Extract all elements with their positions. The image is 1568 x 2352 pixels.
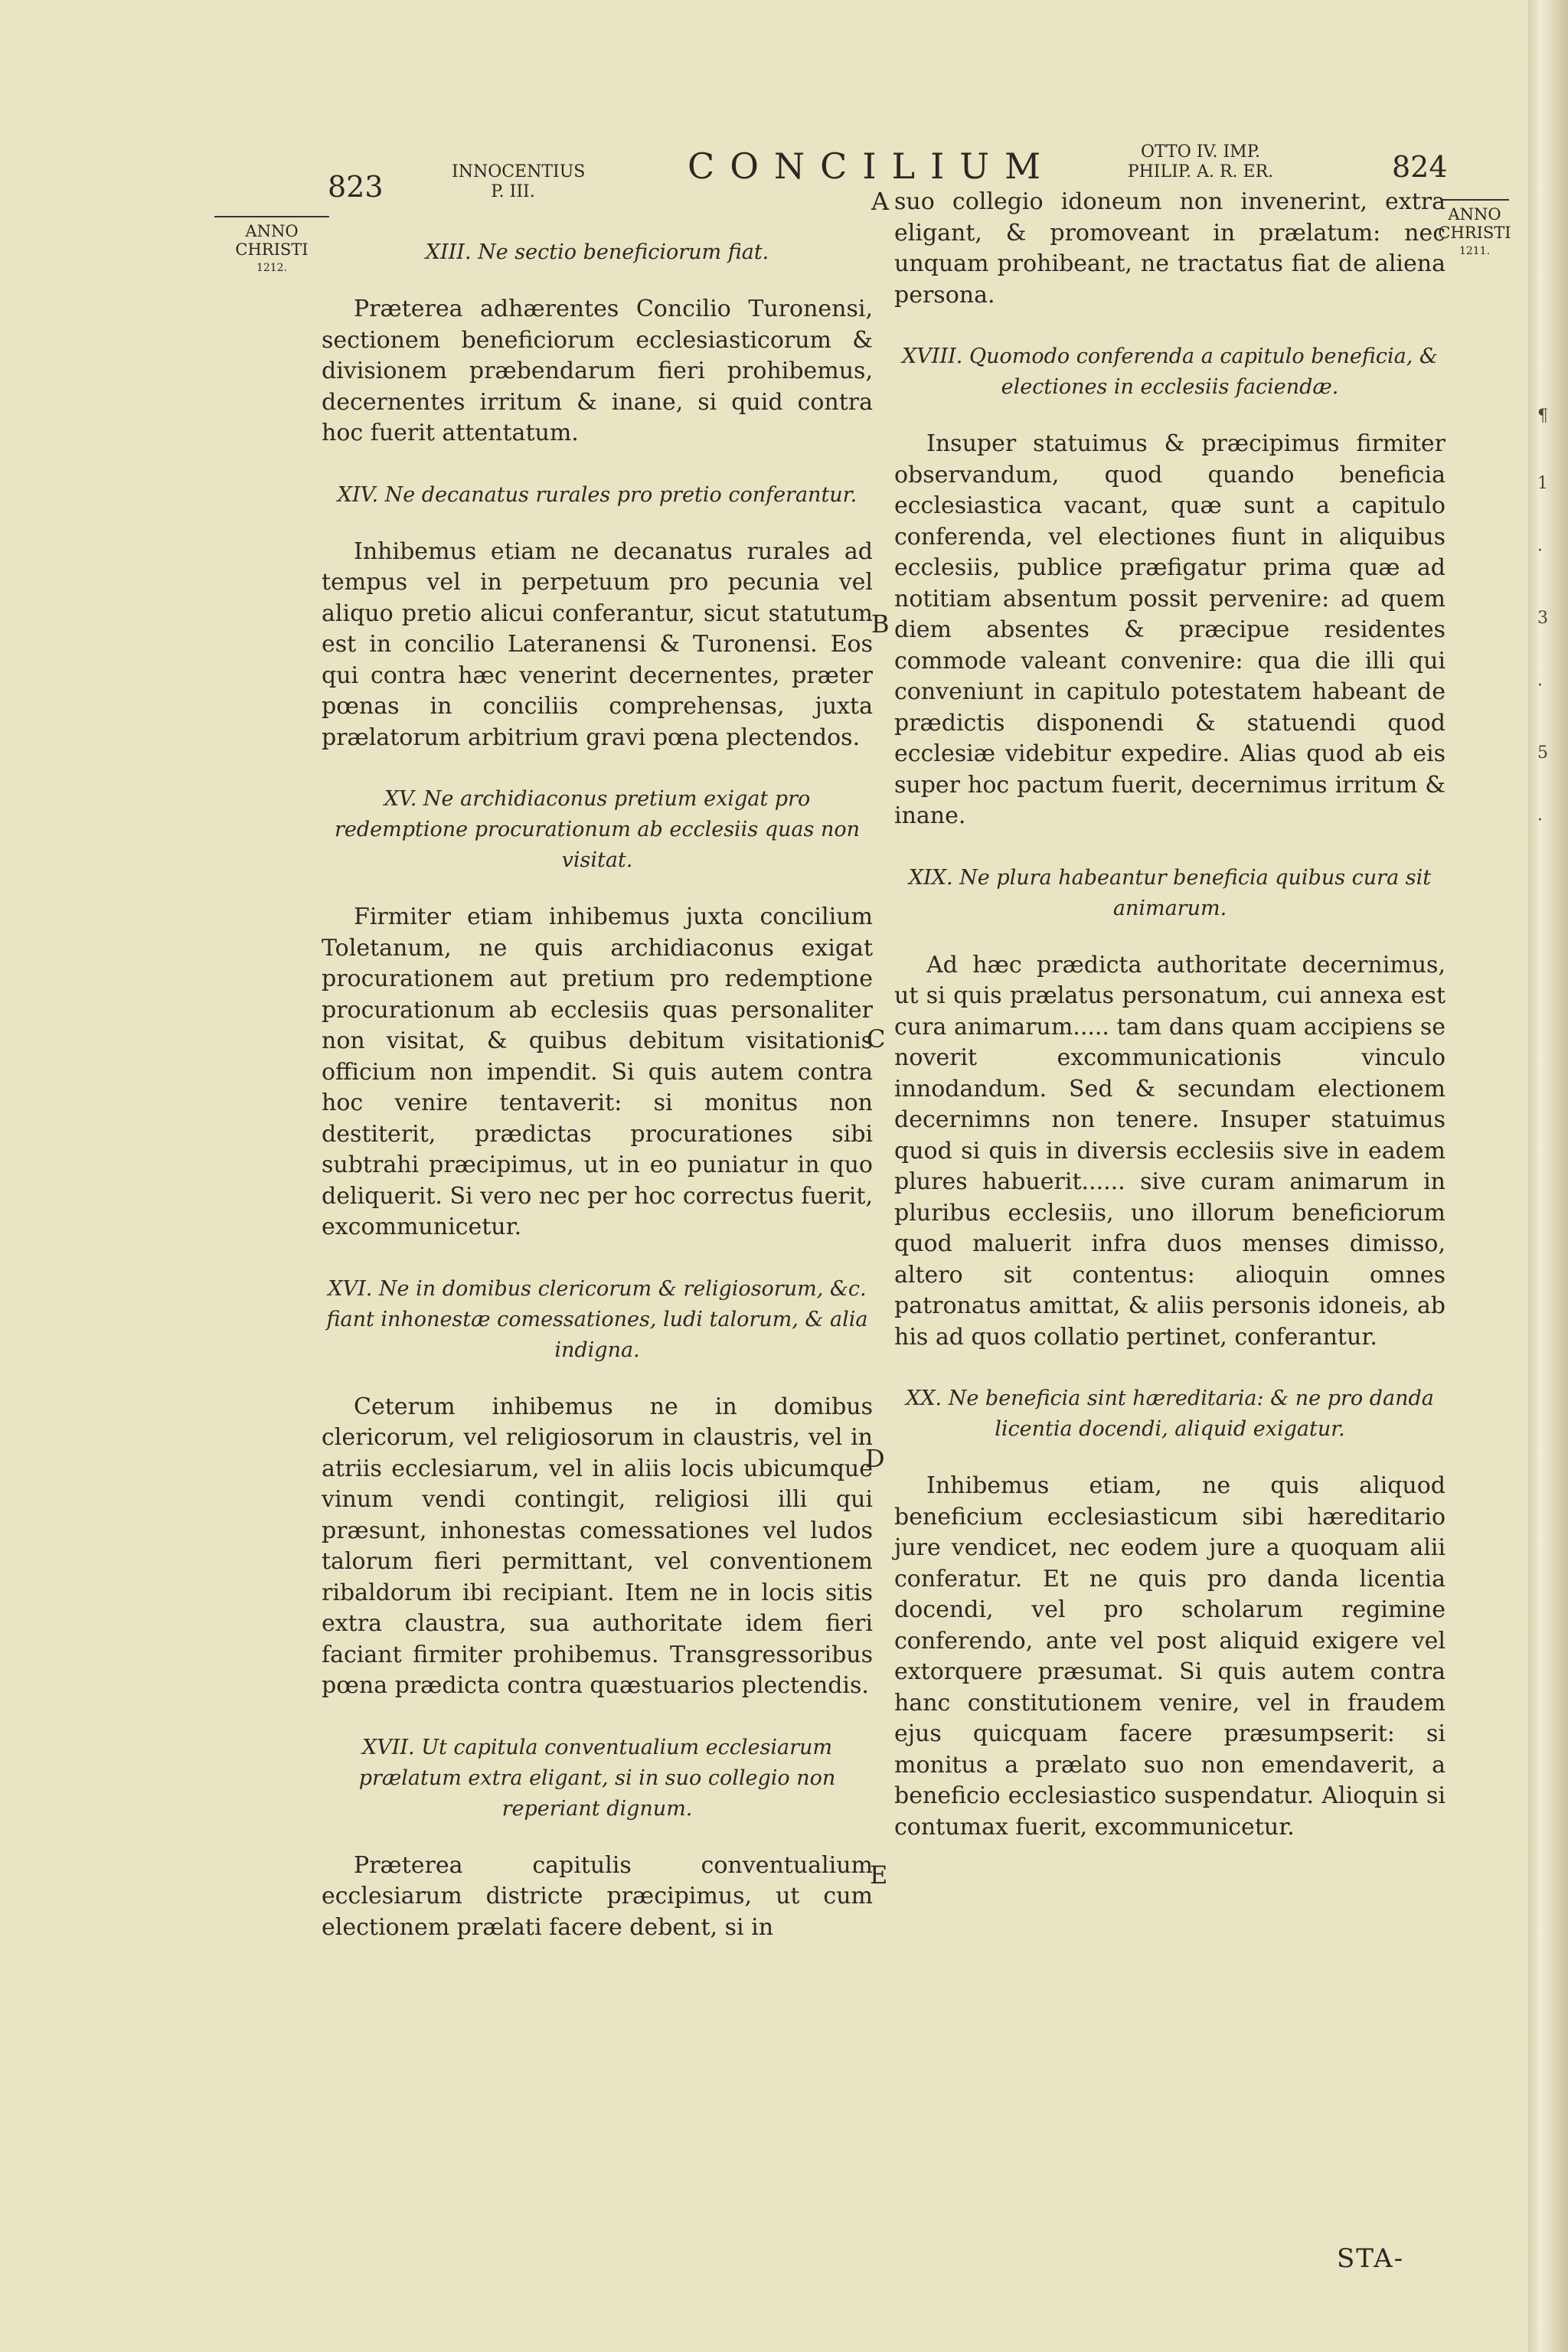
chapter-18-heading: XVIII. Quomodo conferenda a capitulo beneficia, & electiones in ecclesiis faciendæ. [902, 345, 1438, 399]
chapter-20-text: Inhibemus etiam, ne quis aliquod beneficium ecclesiasticum sibi hæreditario jure vendicet, nec eodem jure a quoquam alii conferatur. Et ne quis pro danda licentia docendi, vel pro scholarum regimine conferendo, ante vel post aliquid exigere vel extorquere præsumat. Si quis autem contra hanc constitutionem venire, vel in fraudem ejus quicquam facere præsumpserit: si monitus a prælato suo non emendaverit, a beneficio ecclesiastico suspendatur. Alioquin si contumax fuerit, excommunicetur. [894, 1472, 1446, 1841]
chapter-14-heading: XIV. Ne decanatus rurales pro pretio conferantur. [337, 482, 858, 507]
anno-year: 1212. [256, 262, 288, 274]
chapter-19-text: Ad hæc prædicta authoritate decernimus, ut si quis prælatus personatum, cui annexa est cura animarum..... tam dans quam accipiens se noverit excommunicationis vinculo innodandum. Sed & secundam electionem decernimns non tenere. Insuper statuimus quod si quis in diversis ecclesiis sive in eadem plures habuerit...... sive curam animarum in pluribus ecclesiis, uno illorum beneficiorum quod maluerit infra duos menses dimisso, altero sit contentus: alioquin omnes patronatus amittat, & aliis personis idoneis, ab his ad quos collatio pertinet, conferantur. [894, 951, 1446, 1351]
anno-label: ANNO [1448, 205, 1501, 224]
chapter-17-text-continued: suo collegio idoneum non invenerint, extra eligant, & promoveant in prælatum: nec unquam prohibeant, ne tractatus fiat de aliena persona. [894, 188, 1446, 309]
section-marker-a: A [871, 187, 890, 216]
chapter-18-text: Insuper statuimus & præcipimus firmiter observandum, quod quando beneficia ecclesiastica vacant, quæ sunt a capitulo conferenda, vel electiones fiunt in aliquibus ecclesiis, publice præfigatur prima quæ ad notitiam absentum possit pervenire: ad quem diem absentes & præcipue residentes commode valeant convenire: qua die illi qui conveniunt in capitulo potestatem habeant de prædictis disponendi & statuendi quod ecclesiæ videbitur expedire. Alias quod ab eis super hoc pactum fuerit, decernimus irritum & inane. [894, 430, 1446, 829]
chapter-15-heading: XV. Ne archidiaconus pretium exigat pro redemptione procurationum ab ecclesiis quas non visitat. [335, 787, 860, 872]
chapter-16-text: Ceterum inhibemus ne in domibus clericorum, vel religiosorum in claustris, vel in atriis ecclesiarum, vel in aliis locis ubicumque vinum vendi contingit, religiosi illi qui præsunt, inhonestas comessationes vel ludos talorum fieri permittant, vel conventionem ribaldorum ibi recipiant. Item ne in locis sitis extra claustra, sua authoritate idem fieri faciant firmiter prohibemus. Transgressoribus pœna prædicta contra quæstuarios plectendis. [322, 1393, 873, 1699]
chapter-19-heading: XIX. Ne plura habeantur beneficia quibus cura sit animarum. [908, 865, 1432, 920]
right-running-head-line1: OTTO IV. IMP. [1140, 142, 1261, 162]
chapter-13-heading: XIII. Ne sectio beneficiorum fiat. [425, 240, 769, 264]
left-running-head [452, 162, 586, 202]
section-marker-c: C [867, 1024, 886, 1054]
chapter-14-text: Inhibemus etiam ne decanatus rurales ad tempus vel in perpetuum pro pecunia vel aliquo pretio alicui conferantur, sicut statutum est in concilio Lateranensi & Turonensi. Eos qui contra hæc venerint decernentes, præter pœnas in conciliis comprehensas, juxta prælatorum arbitrium gravi pœna plectendos. [322, 537, 873, 751]
anno-rule [214, 216, 329, 217]
chapter-16-heading: XVI. Ne in domibus clericorum & religiosorum, &c. fiant inhonestæ comessationes, ludi talorum, & alia indigna. [326, 1276, 868, 1362]
chapter-20-heading: XX. Ne beneficia sint hæreditaria: & ne pro danda licentia docendi, aliquid exigatur. [906, 1387, 1434, 1441]
right-page-number: 824 [1392, 150, 1448, 184]
adjacent-page-marks: ¶ 1 · 3 · 5 · [1537, 407, 1548, 830]
chapter-17-text: Præterea capitulis conventualium ecclesiarum districte præcipimus, ut cum electionem prælati facere debent, si in [322, 1851, 873, 1941]
anno-label: ANNO [245, 222, 299, 240]
page-title: CONCILIUM [688, 145, 1057, 187]
christi-label: CHRISTI [1438, 224, 1511, 242]
right-anno-christi [1436, 199, 1513, 260]
right-running-head-line2: PHILIP. A. R. ER. [1127, 162, 1274, 181]
anno-year: 1211. [1459, 245, 1491, 257]
right-column [894, 187, 1446, 1873]
chapter-15-text: Firmiter etiam inhibemus juxta concilium Toletanum, ne quis archidiaconus exigat procurationem aut pretium pro redemptione procurationum ab ecclesiis quas personaliter non visitat, & quibus debitum visitationis officium non impendit. Si quis autem contra hoc venire tentaverit: si monitus non destiterit, prædictas procurationes sibi subtrahi præcipimus, ut in eo puniatur in quo deliquerit. Si vero nec per hoc correctus fuerit, excommunicetur. [322, 903, 873, 1240]
left-running-head-line1: INNOCENTIUS [452, 162, 586, 181]
left-running-head-line2: P. III. [491, 182, 535, 201]
christi-label: CHRISTI [235, 240, 309, 259]
anno-rule [1440, 199, 1509, 201]
left-page-number: 823 [328, 170, 384, 204]
section-marker-d: D [865, 1444, 885, 1473]
left-anno-christi [214, 216, 329, 277]
catchword: STA- [1337, 2243, 1405, 2274]
section-marker-e: E [870, 1860, 888, 1890]
right-running-head [1109, 142, 1292, 182]
chapter-13-text: Præterea adhærentes Concilio Turonensi, sectionem beneficiorum ecclesiasticorum & divisionem præbendarum fieri prohibemus, decernentes irritum & inane, si quid contra hoc fuerit attentatum. [322, 296, 873, 446]
chapter-17-heading: XVII. Ut capitula conventualium ecclesiarum prælatum extra eligant, si in suo collegio non reperiant dignum. [358, 1735, 836, 1821]
adjacent-page-edge [1528, 0, 1568, 2352]
left-column [322, 237, 873, 1974]
section-marker-b: B [871, 609, 890, 639]
